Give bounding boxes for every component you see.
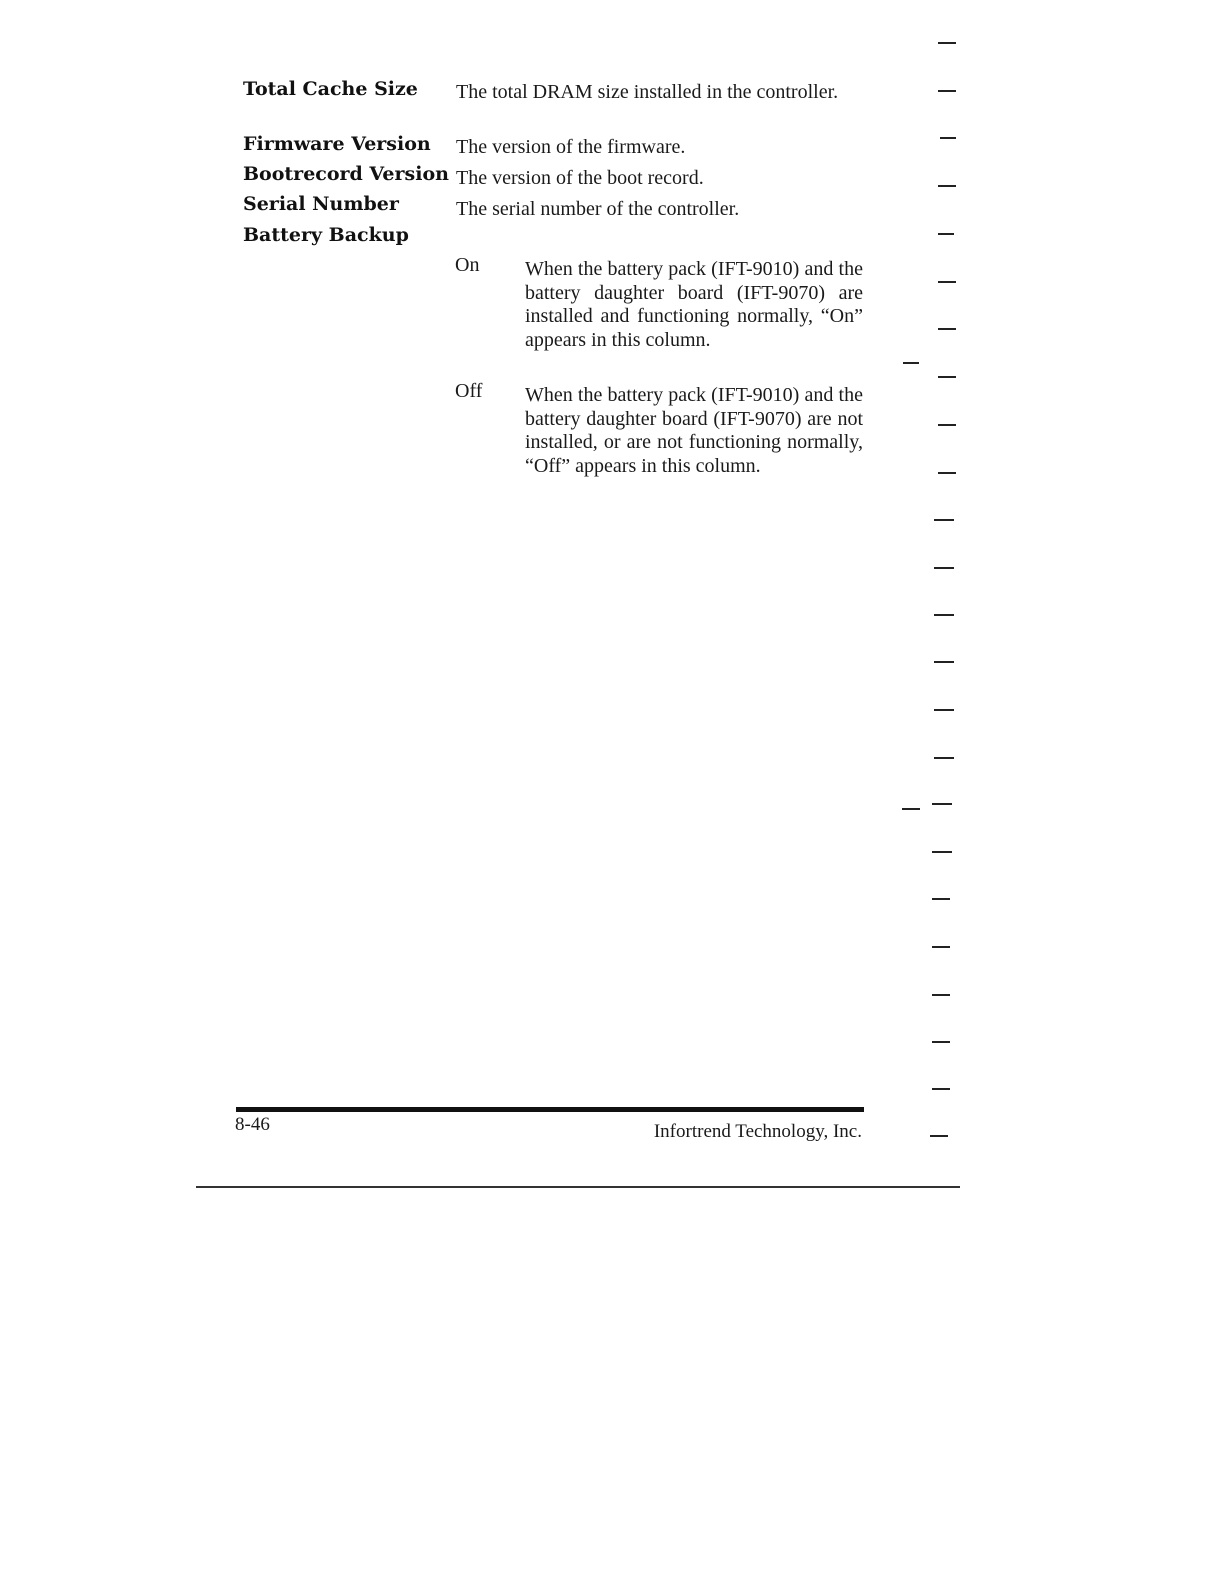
margin-tick xyxy=(938,328,956,330)
margin-tick xyxy=(932,898,950,900)
margin-tick xyxy=(932,1088,950,1090)
footer-rule xyxy=(236,1107,864,1112)
margin-tick xyxy=(903,362,919,364)
term-battery-backup: Battery Backup xyxy=(243,224,409,246)
margin-tick xyxy=(938,90,956,92)
margin-tick xyxy=(940,137,956,139)
margin-tick xyxy=(934,519,954,521)
margin-tick xyxy=(902,808,920,810)
margin-tick xyxy=(938,233,954,235)
margin-tick xyxy=(938,472,956,474)
margin-tick xyxy=(938,185,956,187)
scan-edge-line xyxy=(196,1186,960,1188)
page-number: 8-46 xyxy=(235,1114,270,1135)
margin-tick xyxy=(934,567,954,569)
margin-tick xyxy=(934,614,954,616)
margin-tick xyxy=(938,42,956,44)
margin-tick xyxy=(934,709,954,711)
desc-firmware-version: The version of the firmware. xyxy=(456,136,686,158)
margin-tick xyxy=(934,757,954,759)
battery-option-off-label: Off xyxy=(455,380,483,402)
term-serial-number: Serial Number xyxy=(243,193,399,215)
margin-tick xyxy=(938,424,956,426)
margin-tick xyxy=(932,851,952,853)
battery-option-off-text: When the battery pack (IFT-9010) and the battery daughter board (IFT-9070) are not installed, or are not functioning normally, “Off” appears in this column. xyxy=(525,384,863,477)
margin-tick xyxy=(938,281,956,283)
battery-option-on-label: On xyxy=(455,254,480,276)
term-bootrecord-version: Bootrecord Version xyxy=(243,163,449,185)
margin-tick xyxy=(934,661,954,663)
term-total-cache-size: Total Cache Size xyxy=(243,78,418,100)
margin-tick xyxy=(932,1041,950,1043)
margin-tick xyxy=(932,946,950,948)
desc-total-cache-size: The total DRAM size installed in the controller. xyxy=(456,81,839,103)
margin-tick xyxy=(932,994,950,996)
desc-serial-number: The serial number of the controller. xyxy=(456,198,740,220)
margin-tick xyxy=(930,1135,948,1137)
desc-bootrecord-version: The version of the boot record. xyxy=(456,167,704,189)
term-firmware-version: Firmware Version xyxy=(243,133,431,155)
margin-tick xyxy=(932,803,952,805)
company-name: Infortrend Technology, Inc. xyxy=(653,1121,862,1142)
battery-option-on-text: When the battery pack (IFT-9010) and the battery daughter board (IFT-9070) are installed and functioning normally, “On” appears in this column. xyxy=(525,258,863,351)
margin-tick xyxy=(938,376,956,378)
